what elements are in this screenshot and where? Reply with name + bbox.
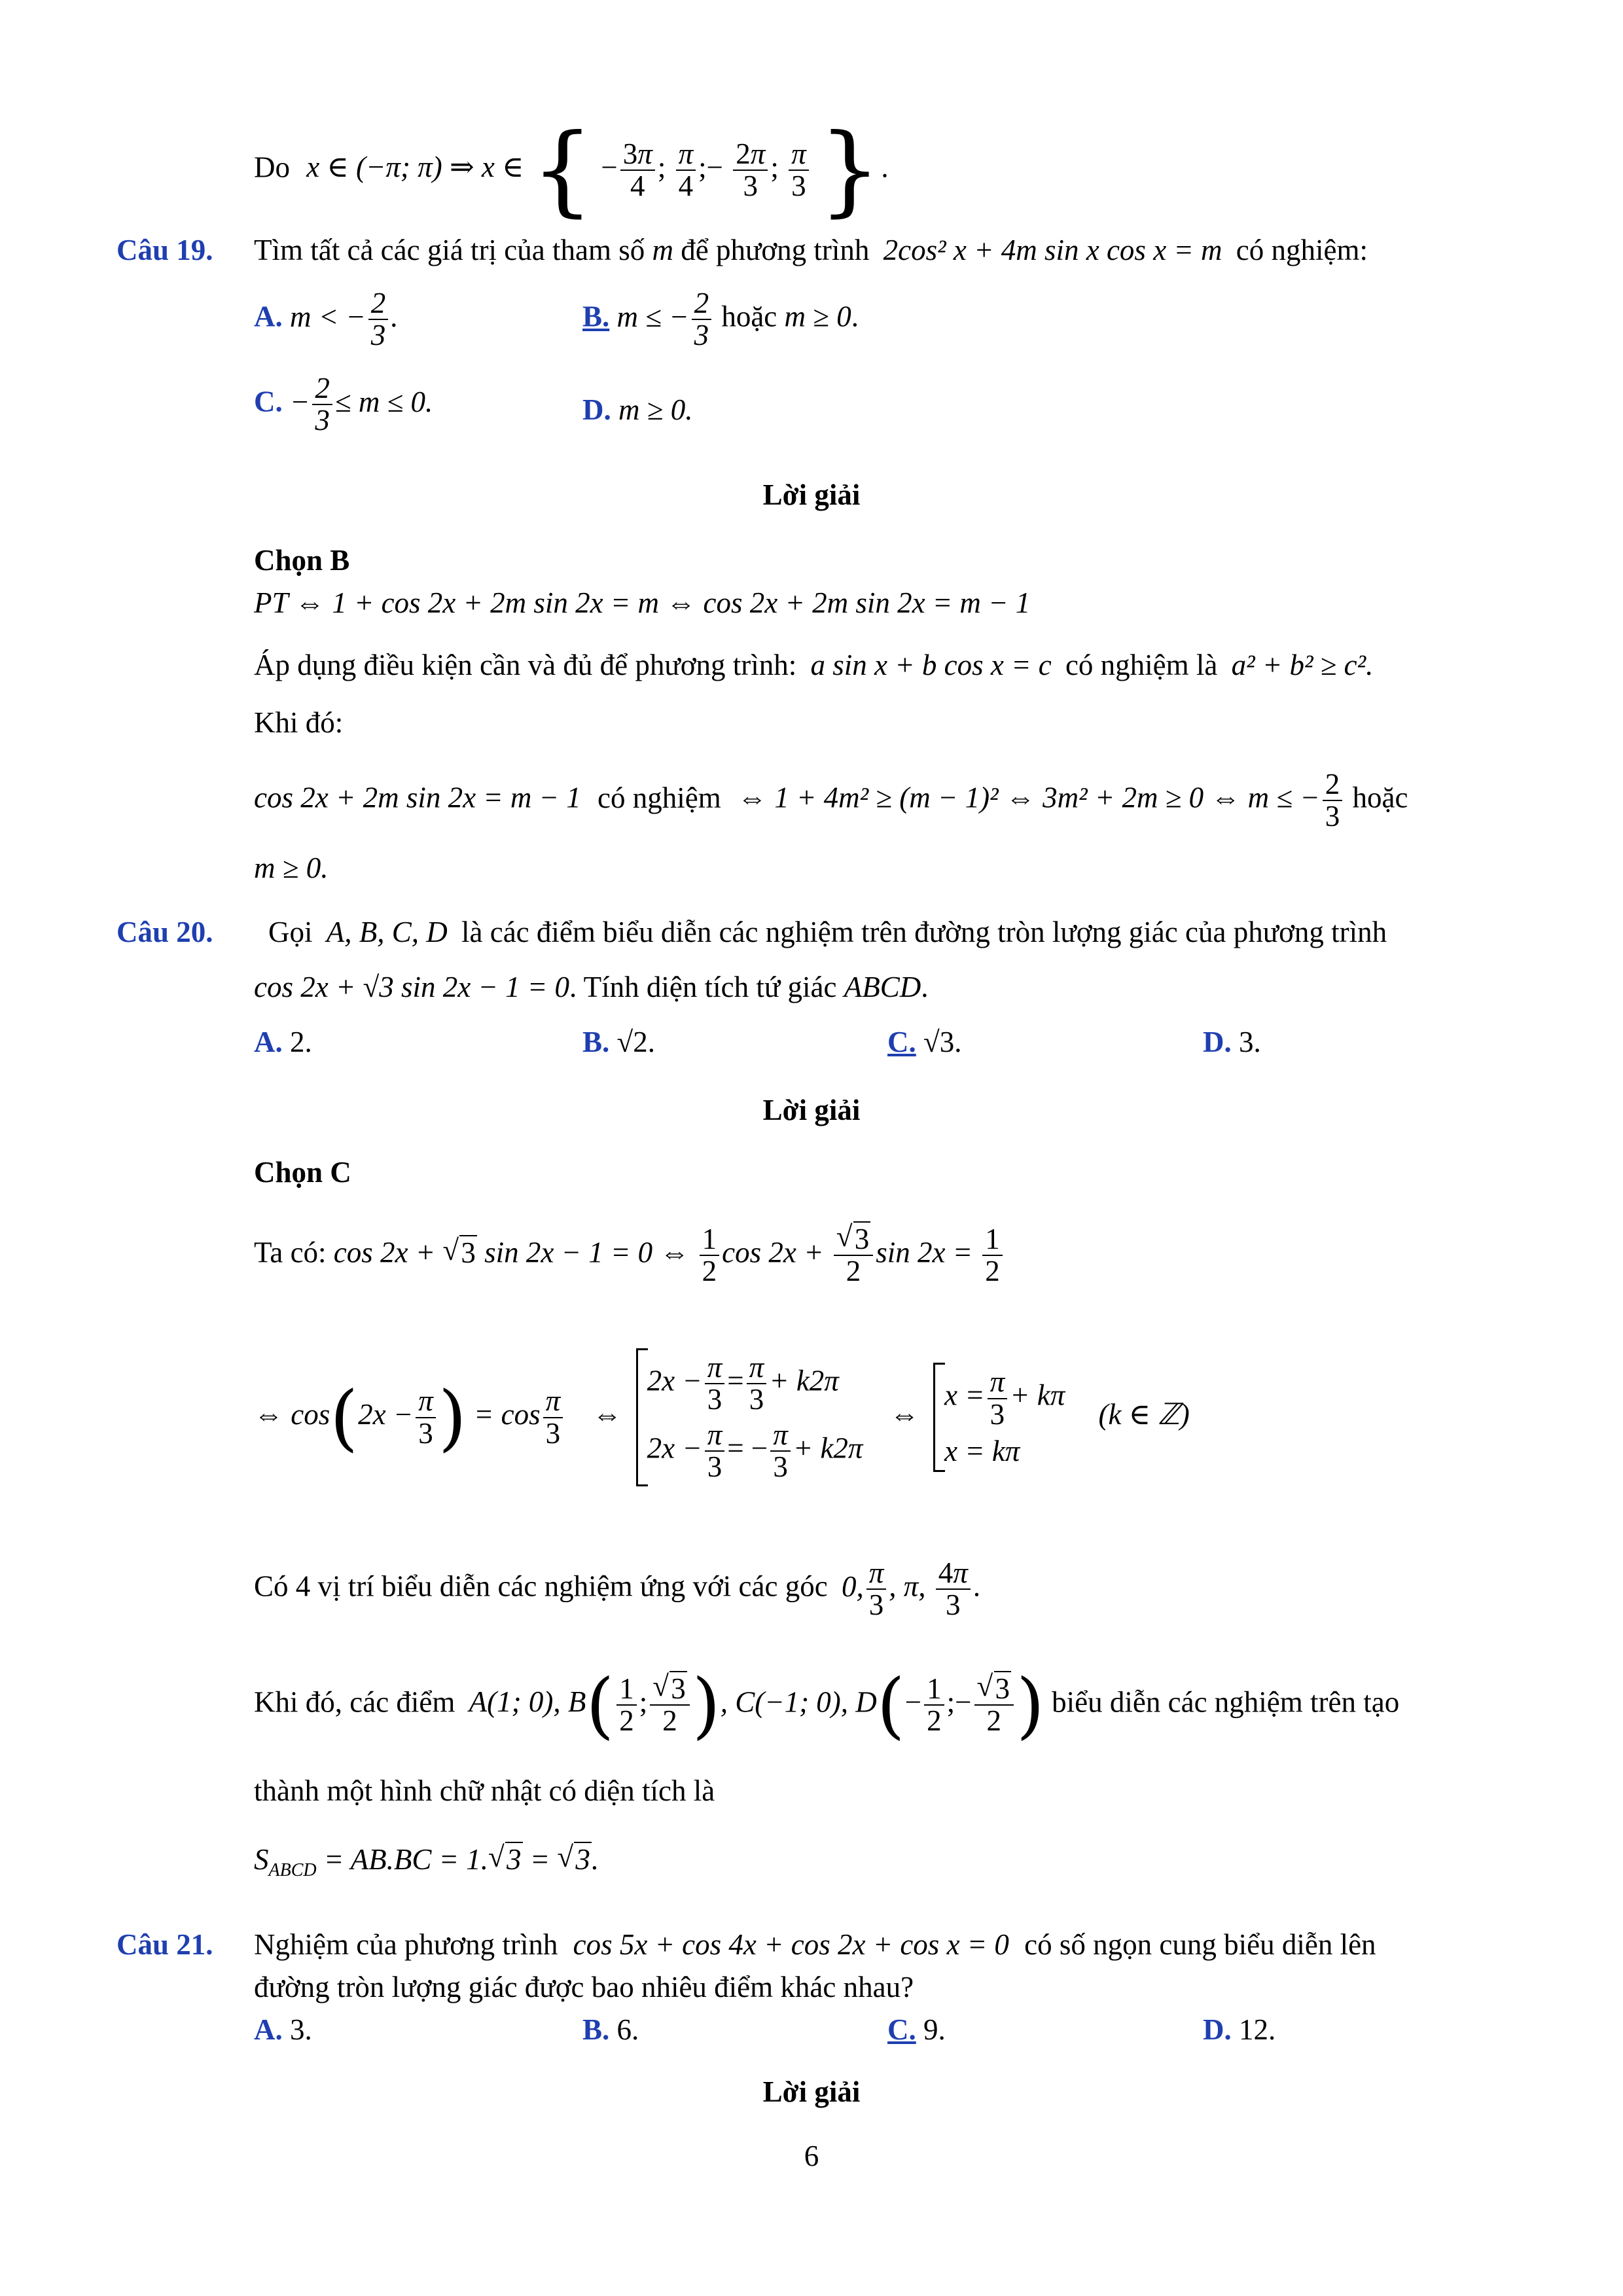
q19-option-a[interactable] bbox=[254, 288, 398, 351]
q19-option-b[interactable]: B. m ≤ − $\frac{2}{3}$ hoặc m ≥ 0. bbox=[582, 287, 859, 352]
option-c-text: √3. bbox=[923, 1026, 962, 1058]
option-key: B. bbox=[582, 2013, 610, 2046]
option-c-text: − $\frac{2}{3}$ ≤ m ≤ 0. bbox=[290, 372, 433, 437]
q19-line2-d: a² + b² ≥ c². bbox=[1231, 649, 1374, 681]
option-b-text: √2. bbox=[616, 1026, 655, 1058]
question-21-label: Câu 21. bbox=[116, 1928, 213, 1961]
open-brace: { bbox=[531, 113, 594, 227]
q21-solution-heading: Lời giải bbox=[762, 2075, 861, 2108]
q19-text-b: để phương trình bbox=[681, 234, 870, 266]
option-b-text: m ≤ − $\frac{2}{3}$ bbox=[617, 300, 715, 333]
equation-system-1: 2x − $\frac{\pi}{3}$ = $\frac{\pi}{3}$ + k2π 2x − $\frac{\pi}{3}$ = − $\frac{\pi}{3}$ + k2π bbox=[636, 1348, 863, 1486]
fraction-2-3: $\frac{2}{3}$ bbox=[1323, 769, 1343, 833]
q19-line2-a: Áp dụng điều kiện cần và đủ để phương trình: bbox=[254, 649, 797, 681]
q19-line2-c: có nghiệm là bbox=[1065, 649, 1218, 681]
option-d-text: 12. bbox=[1239, 2013, 1276, 2046]
q19-line4-d: hoặc bbox=[1352, 781, 1408, 814]
option-key: D. bbox=[1203, 2013, 1232, 2046]
q19-line-5: m ≥ 0. bbox=[254, 852, 329, 884]
q19-option-d[interactable] bbox=[582, 393, 692, 427]
question-21-text bbox=[254, 1928, 1376, 1962]
domain-expression: x ∈ (−π; π) ⇒ x ∈ bbox=[306, 151, 524, 184]
close-brace: } bbox=[818, 113, 882, 227]
q20-line4-b: biểu diễn các nghiệm trên tạo bbox=[1052, 1685, 1400, 1719]
q20-line-5: thành một hình chữ nhật có diện tích là bbox=[254, 1774, 715, 1807]
question-20-text bbox=[268, 915, 1387, 949]
q19-line-2 bbox=[254, 648, 1373, 682]
option-key: D. bbox=[1203, 1026, 1232, 1058]
q20-option-b[interactable] bbox=[582, 1025, 655, 1059]
q20-text-c: . Tính diện tích tứ giác bbox=[569, 971, 837, 1003]
question-20-text-2: cos 2x + √3 sin 2x − 1 = 0. Tính diện tích tứ giác ABCD. bbox=[254, 971, 929, 1003]
q19-line-3: Khi đó: bbox=[254, 706, 344, 739]
q20-equation: cos 2x + √3 sin 2x − 1 = 0 bbox=[254, 971, 569, 1003]
option-a-text: 2. bbox=[290, 1026, 312, 1058]
q19-text-c: có nghiệm: bbox=[1236, 234, 1368, 266]
q19-solution-heading: Lời giải bbox=[762, 478, 861, 511]
q21-option-b[interactable] bbox=[582, 2013, 639, 2047]
q20-solution-heading: Lời giải bbox=[762, 1094, 861, 1126]
q19-equation: 2cos² x + 4m sin x cos x = m bbox=[883, 234, 1222, 266]
option-a-text: m < − $\frac{2}{3}$ . bbox=[290, 287, 399, 352]
option-key: C. bbox=[887, 2013, 916, 2046]
q19-text-a: Tìm tất cả các giá trị của tham số bbox=[254, 234, 645, 266]
q21-text-a: Nghiệm của phương trình bbox=[254, 1928, 558, 1961]
q19-line4-a: cos 2x + 2m sin 2x = m − 1 bbox=[254, 781, 581, 814]
q20-text-a: Gọi bbox=[268, 916, 313, 948]
q19-option-c[interactable] bbox=[254, 373, 433, 437]
q21-option-a[interactable] bbox=[254, 2013, 312, 2047]
q20-option-c[interactable] bbox=[887, 1025, 961, 1059]
top-line-lead: Do bbox=[254, 151, 290, 184]
set-item-2: $\frac{\pi}{4}$ bbox=[676, 139, 696, 202]
option-key: B. bbox=[582, 300, 610, 333]
q20-points: A, B, C, D bbox=[326, 916, 448, 948]
option-c-text: 9. bbox=[923, 2013, 946, 2046]
option-key: A. bbox=[254, 1026, 283, 1058]
q20-line-4: Khi đó, các điểm A(1; 0), B( $\frac{1}{2}$ ; √ $\frac{3}{2}$ ), C(−1; 0), D(− $\frac{1}{2}$ ;− √ $\frac{3}{2}$ ) biểu diễn các nghiệm trên tạo bbox=[254, 1669, 1399, 1741]
q21-equation: cos 5x + cos 4x + cos 2x + cos x = 0 bbox=[573, 1928, 1009, 1961]
option-key: D. bbox=[582, 393, 611, 426]
q20-line1-lead: Ta có: bbox=[254, 1236, 327, 1269]
q20-line-6: $S_{ABCD} = AB.BC = 1.√$ 3 = √ 3. bbox=[254, 1842, 599, 1881]
q21-text-b: có số ngọn cung biểu diễn lên bbox=[1024, 1928, 1376, 1961]
option-key: B. bbox=[582, 1026, 610, 1058]
set-item-3: $\frac{2\pi}{3}$ bbox=[733, 139, 768, 202]
set-item-1: $\frac{3\pi}{4}$ bbox=[620, 139, 655, 202]
q20-line-1: Ta có: cos 2x + √ 3 sin 2x − 1 = 0 ⇔ $\frac{1}{2}$ cos 2x + √ $\frac{3}{2}$ sin 2x = $\frac{1}{2}$ bbox=[254, 1224, 1005, 1287]
q20-line-3: Có 4 vị trí biểu diễn các nghiệm ứng với các góc 0, $\frac{\pi}{3}$ , π, $\frac{4\pi}{3}$ . bbox=[254, 1556, 981, 1622]
option-key: C. bbox=[887, 1026, 916, 1058]
option-d-text: 3. bbox=[1239, 1026, 1261, 1058]
option-key: A. bbox=[254, 300, 283, 333]
question-21-text-2: đường tròn lượng giác được bao nhiêu điểm khác nhau? bbox=[254, 1971, 914, 2003]
q20-option-a[interactable] bbox=[254, 1025, 312, 1059]
question-19-label: Câu 19. bbox=[116, 234, 213, 266]
q19-choice: Chọn B bbox=[254, 544, 350, 577]
top-line: Do x ∈ (−π; π) ⇒ x ∈ { − $\frac{3\pi}{4}$ ; $\frac{\pi}{4}$ ;− $\frac{2\pi}{3}$ ; $\frac{\pi}{3}$ }. bbox=[254, 113, 889, 227]
q21-option-c[interactable] bbox=[887, 2013, 946, 2047]
q20-line-2: ⇔ cos(2x − $\frac{\pi}{3}$ ) = cos $\frac{\pi}{3}$ ⇔ 2x − $\frac{\pi}{3}$ = $\frac{\pi}{3}$ + k2π 2x − $\frac{\pi}{3}$ = − $\frac{\pi}{3}$ + k2π ⇔ x = $\frac{\pi}{3}$ + kπ x = kπ (k ∈ ℤ) bbox=[254, 1348, 1190, 1486]
question-19-text bbox=[254, 233, 1368, 267]
page-number: 6 bbox=[804, 2140, 819, 2172]
q19-line4-c: ⇔ 1 + 4m² ≥ (m − 1)² ⇔ 3m² + 2m ≥ 0 ⇔ m ≤ − bbox=[738, 781, 1320, 814]
option-a-text: 3. bbox=[290, 2013, 312, 2046]
q19-line-4 bbox=[254, 769, 1408, 833]
q21-option-d[interactable] bbox=[1203, 2013, 1275, 2047]
q19-line4-b: có nghiệm bbox=[597, 781, 721, 814]
set-item-4: $\frac{\pi}{3}$ bbox=[789, 139, 809, 202]
q20-line3-text: Có 4 vị trí biểu diễn các nghiệm ứng với các góc bbox=[254, 1570, 828, 1603]
option-key: A. bbox=[254, 2013, 283, 2046]
q20-line4-a: Khi đó, các điểm bbox=[254, 1685, 455, 1719]
equation-system-2: x = $\frac{\pi}{3}$ + kπ x = kπ bbox=[933, 1363, 1065, 1472]
question-20-label: Câu 20. bbox=[116, 916, 213, 948]
q19-param: m bbox=[652, 234, 673, 266]
q20-option-d[interactable] bbox=[1203, 1025, 1261, 1059]
option-b-text: 6. bbox=[616, 2013, 639, 2046]
option-d-text: m ≥ 0. bbox=[618, 393, 693, 426]
q20-choice: Chọn C bbox=[254, 1156, 351, 1189]
q19-line2-b: a sin x + b cos x = c bbox=[810, 649, 1052, 681]
q19-line-1: PT ⇔ 1 + cos 2x + 2m sin 2x = m ⇔ cos 2x + 2m sin 2x = m − 1 bbox=[254, 586, 1031, 619]
option-key: C. bbox=[254, 385, 283, 418]
q20-quad: ABCD bbox=[844, 971, 921, 1003]
q20-text-b: là các điểm biểu diễn các nghiệm trên đường tròn lượng giác của phương trình bbox=[461, 916, 1387, 948]
